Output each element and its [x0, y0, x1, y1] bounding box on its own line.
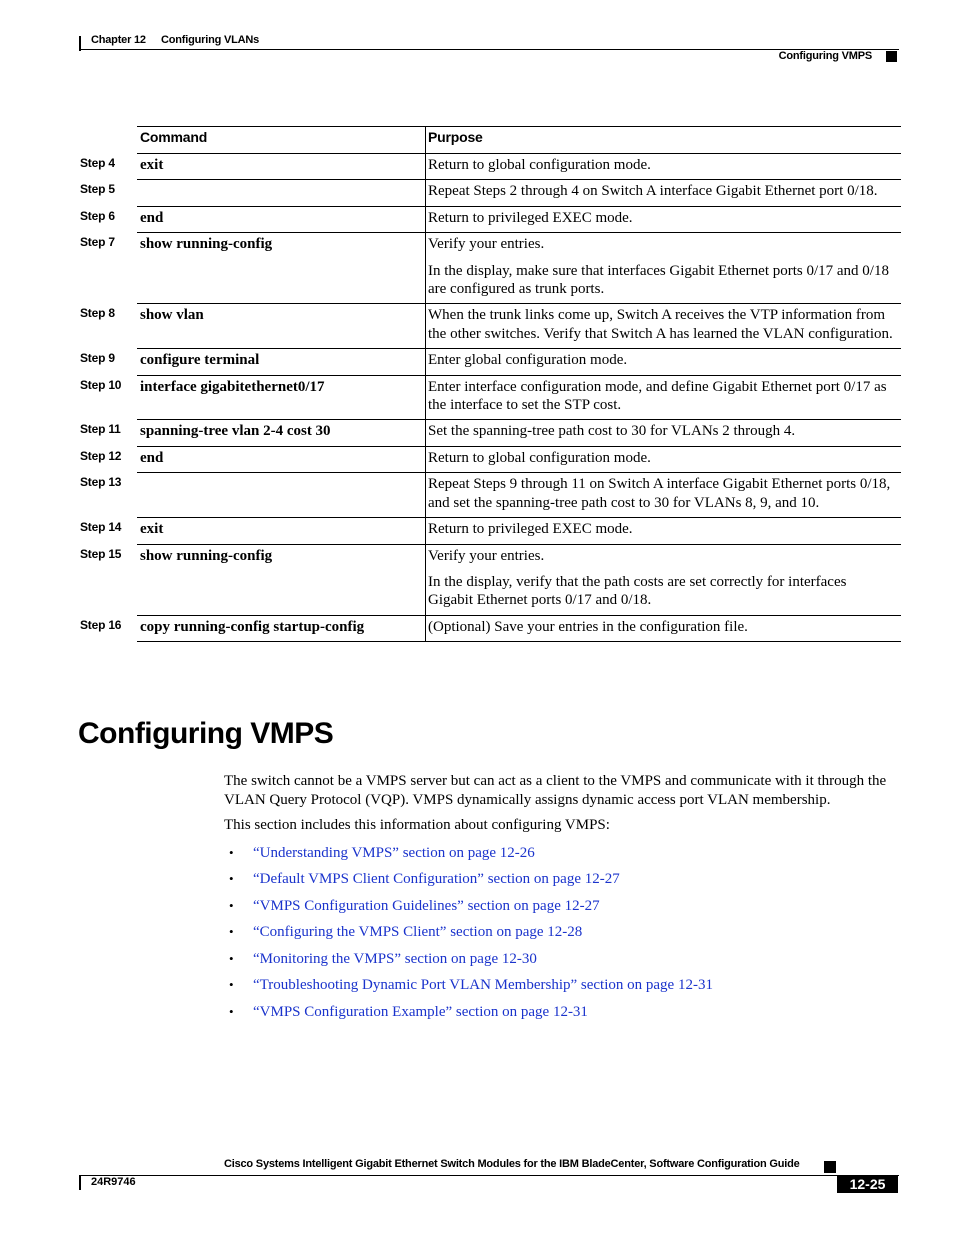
purpose-cell [428, 616, 901, 641]
bullet-icon: • [229, 844, 234, 860]
table-row [80, 232, 901, 303]
command-cell: end [140, 209, 164, 226]
footer-rule [79, 1175, 899, 1176]
step-label: Step 12 [80, 448, 122, 463]
column-divider [425, 304, 426, 348]
purpose-text: Set the spanning-tree path cost to 30 for VLANs 2 through 4. [428, 423, 796, 440]
step-label: Step 15 [80, 546, 122, 561]
running-section-title: Configuring VMPS [778, 50, 872, 62]
column-divider [425, 376, 426, 420]
column-divider [425, 233, 426, 303]
command-cell: exit [140, 521, 164, 538]
purpose-cell [428, 545, 901, 615]
topic-link[interactable]: “Understanding VMPS” section on page 12-26 [253, 844, 535, 861]
purpose-text: Repeat Steps 9 through 11 on Switch A interface Gigabit Ethernet ports 0/18, and set the spanning-tree path cost to 30 for VLANs 8, 9, and 10. [428, 476, 891, 511]
command-cell: show running-config [140, 547, 273, 564]
purpose-text: Return to privileged EXEC mode. [428, 521, 633, 538]
table-row [80, 348, 901, 374]
step-label: Step 5 [80, 182, 115, 197]
doc-number: 24R9746 [91, 1176, 136, 1188]
command-cell: exit [140, 157, 164, 173]
topic-link[interactable]: “VMPS Configuration Example” section on page 12-31 [253, 1004, 588, 1021]
table-row [80, 179, 901, 205]
purpose-text: Verify your entries. [428, 236, 545, 253]
topic-link[interactable]: “Default VMPS Client Configuration” section on page 12-27 [253, 871, 620, 888]
table-row [80, 615, 901, 641]
column-divider [425, 616, 426, 641]
topic-link[interactable]: “Monitoring the VMPS” section on page 12-30 [253, 950, 537, 967]
footer-book-title: Cisco Systems Intelligent Gigabit Ethernet Switch Modules for the IBM BladeCenter, Software Configuration Guide [224, 1158, 800, 1170]
table-row [80, 517, 901, 543]
table-row [80, 375, 901, 420]
bullet-icon: • [229, 950, 234, 966]
column-divider [425, 473, 426, 517]
bullet-icon: • [229, 871, 234, 887]
steps-table [80, 126, 901, 642]
header-marker [886, 51, 897, 62]
topic-link[interactable]: “Configuring the VMPS Client” section on page 12-28 [253, 924, 583, 941]
purpose-cell [428, 207, 901, 232]
purpose-text: Return to privileged EXEC mode. [428, 209, 633, 226]
topic-list-item [224, 923, 894, 950]
column-divider [425, 447, 426, 472]
topic-list-item [224, 976, 894, 1003]
purpose-cell [428, 473, 901, 517]
chapter-number: Chapter 12 [91, 34, 146, 46]
topic-list-item [224, 844, 894, 871]
step-label: Step 13 [80, 475, 122, 490]
purpose-text: Repeat Steps 2 through 4 on Switch A interface Gigabit Ethernet port 0/18. [428, 183, 878, 200]
column-divider [425, 349, 426, 374]
command-cell: copy running-config startup-config [140, 618, 365, 635]
topic-link-list [224, 844, 894, 1030]
step-label: Step 8 [80, 306, 115, 321]
column-divider [425, 545, 426, 615]
step-label: Step 14 [80, 520, 122, 535]
topic-list-item [224, 870, 894, 897]
step-label: Step 16 [80, 617, 122, 632]
table-row [80, 206, 901, 232]
column-divider [425, 180, 426, 205]
step-label: Step 7 [80, 235, 115, 250]
table-bottom-rule [137, 641, 901, 642]
column-divider [425, 518, 426, 543]
topic-link[interactable]: “Troubleshooting Dynamic Port VLAN Membership” section on page 12-31 [253, 977, 713, 994]
purpose-cell [428, 233, 901, 303]
intro-paragraph: The switch cannot be a VMPS server but can act as a client to the VMPS and communicate with it through the VLAN Query Protocol (VQP). VMPS dynamically assigns dynamic access port VLAN membership. [224, 773, 887, 808]
purpose-text: Enter global configuration mode. [428, 352, 628, 369]
footer-bar [79, 1175, 81, 1190]
bullet-icon: • [229, 924, 234, 940]
step-label: Step 6 [80, 208, 115, 223]
footer-marker [824, 1161, 836, 1173]
column-divider [425, 127, 426, 153]
purpose-text: (Optional) Save your entries in the configuration file. [428, 618, 748, 635]
command-cell: spanning-tree vlan 2-4 cost 30 [140, 423, 331, 440]
purpose-text: In the display, make sure that interfaces Gigabit Ethernet ports 0/17 and 0/18 are configured as trunk ports. [428, 262, 889, 298]
intro-list-lead: This section includes this information about configuring VMPS: [224, 817, 610, 833]
column-divider [425, 420, 426, 445]
topic-list-item [224, 897, 894, 924]
purpose-text: Verify your entries. [428, 547, 545, 564]
purpose-text: Enter interface configuration mode, and define Gigabit Ethernet port 0/17 as the interface to set the STP cost. [428, 378, 887, 414]
bullet-icon: • [229, 1004, 234, 1020]
topic-list-item [224, 1003, 894, 1030]
step-label: Step 9 [80, 351, 115, 366]
command-cell: show running-config [140, 236, 273, 253]
table-row [80, 472, 901, 517]
purpose-cell [428, 180, 901, 205]
step-label: Step 4 [80, 156, 115, 170]
column-divider [425, 207, 426, 232]
command-cell: show vlan [140, 307, 204, 324]
command-cell: configure terminal [140, 352, 260, 369]
purpose-cell [428, 376, 901, 420]
section-body [224, 772, 894, 1030]
column-header-purpose: Purpose [428, 129, 483, 145]
purpose-text: In the display, verify that the path costs are set correctly for interfaces Gigabit Ethernet ports 0/17 and 0/18. [428, 573, 847, 609]
purpose-cell [428, 349, 901, 374]
purpose-text: When the trunk links come up, Switch A receives the VTP information from the other switches. Verify that Switch A has learned the VLAN configuration. [428, 307, 893, 342]
step-label: Step 10 [80, 377, 122, 392]
bullet-icon: • [229, 977, 234, 993]
purpose-cell [428, 447, 901, 472]
topic-link[interactable]: “VMPS Configuration Guidelines” section on page 12-27 [253, 897, 600, 914]
chapter-title: Configuring VLANs [161, 34, 260, 46]
purpose-cell [428, 304, 901, 348]
purpose-text: Return to global configuration mode. [428, 157, 651, 173]
table-row [80, 544, 901, 615]
topic-list-item [224, 950, 894, 977]
table-row [80, 303, 901, 348]
table-row [80, 446, 901, 472]
header-rule [79, 49, 899, 50]
table-body [80, 153, 901, 641]
purpose-cell [428, 154, 901, 179]
table-row [80, 419, 901, 445]
bullet-icon: • [229, 897, 234, 913]
purpose-text: Return to global configuration mode. [428, 449, 651, 466]
column-header-command: Command [140, 129, 208, 145]
purpose-cell [428, 518, 901, 543]
command-cell: end [140, 449, 164, 466]
page-number: 12-25 [837, 1175, 898, 1193]
step-label: Step 11 [80, 422, 121, 437]
table-header [137, 126, 901, 153]
command-cell: interface gigabitethernet0/17 [140, 378, 325, 395]
table-row [80, 153, 901, 179]
section-title: Configuring VMPS [78, 717, 334, 750]
column-divider [425, 154, 426, 179]
purpose-cell [428, 420, 901, 445]
